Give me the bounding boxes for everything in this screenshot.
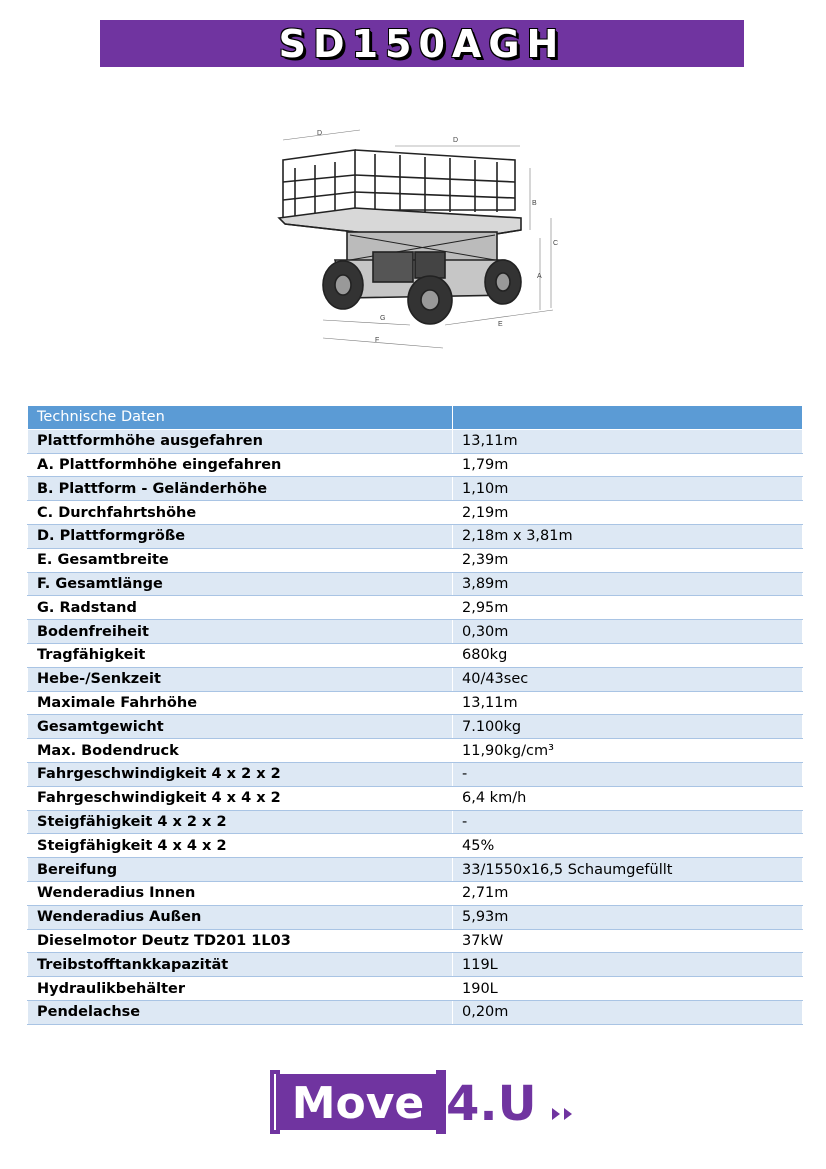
- row-value: 0,30m: [453, 620, 803, 644]
- row-label: Dieselmotor Deutz TD201 1L03: [28, 929, 453, 953]
- row-label: F. Gesamtlänge: [28, 572, 453, 596]
- row-label: Hydraulikbehälter: [28, 977, 453, 1001]
- table-row: [28, 762, 803, 786]
- row-value: 33/1550x16,5 Schaumgefüllt: [453, 858, 803, 882]
- row-value: 6,4 km/h: [453, 786, 803, 810]
- table-row: [28, 1000, 803, 1024]
- table-row: [28, 477, 803, 501]
- dim-label-a: A: [537, 273, 542, 280]
- row-value: -: [453, 810, 803, 834]
- row-label: D. Plattformgröße: [28, 524, 453, 548]
- row-value: 40/43sec: [453, 667, 803, 691]
- table-row: [28, 858, 803, 882]
- row-value: 2,18m x 3,81m: [453, 524, 803, 548]
- table-row: [28, 667, 803, 691]
- row-label: A. Plattformhöhe eingefahren: [28, 453, 453, 477]
- row-label: Tragfähigkeit: [28, 643, 453, 667]
- row-value: 3,89m: [453, 572, 803, 596]
- table-row: [28, 643, 803, 667]
- logo-word-move: Move: [291, 1078, 425, 1129]
- row-value: 1,79m: [453, 453, 803, 477]
- row-value: 2,19m: [453, 501, 803, 525]
- table-row: [28, 596, 803, 620]
- row-label: Treibstofftankkapazität: [28, 953, 453, 977]
- row-label: Bodenfreiheit: [28, 620, 453, 644]
- row-label: Plattformhöhe ausgefahren: [28, 429, 453, 453]
- row-label: Steigfähigkeit 4 x 2 x 2: [28, 810, 453, 834]
- table-header-value: [453, 406, 803, 430]
- dim-label-c: C: [553, 240, 559, 247]
- row-label: Maximale Fahrhöhe: [28, 691, 453, 715]
- row-label: C. Durchfahrtshöhe: [28, 501, 453, 525]
- row-value: 0,20m: [453, 1000, 803, 1024]
- table-row: [28, 691, 803, 715]
- row-label: Pendelachse: [28, 1000, 453, 1024]
- row-value: 2,71m: [453, 881, 803, 905]
- row-label: Wenderadius Außen: [28, 905, 453, 929]
- row-value: 5,93m: [453, 905, 803, 929]
- row-label: Fahrgeschwindigkeit 4 x 4 x 2: [28, 786, 453, 810]
- row-label: Fahrgeschwindigkeit 4 x 2 x 2: [28, 762, 453, 786]
- table-row: [28, 620, 803, 644]
- row-value: 13,11m: [453, 691, 803, 715]
- row-value: -: [453, 762, 803, 786]
- row-value: 13,11m: [453, 429, 803, 453]
- table-header-label: Technische Daten: [28, 406, 453, 430]
- table-row: [28, 929, 803, 953]
- table-row: [28, 881, 803, 905]
- table-row: [28, 572, 803, 596]
- dim-label-d2: D: [453, 137, 459, 144]
- table-row: [28, 786, 803, 810]
- dim-label-b: B: [532, 200, 537, 207]
- dim-label-f: F: [375, 337, 380, 344]
- row-value: 2,39m: [453, 548, 803, 572]
- table-row: [28, 739, 803, 763]
- table-row: [28, 548, 803, 572]
- row-value: 37kW: [453, 929, 803, 953]
- scissor-lift-drawing: [265, 120, 565, 355]
- table-row: [28, 524, 803, 548]
- table-row: [28, 429, 803, 453]
- row-label: Max. Bodendruck: [28, 739, 453, 763]
- table-row: [28, 834, 803, 858]
- row-value: 2,95m: [453, 596, 803, 620]
- row-label: Steigfähigkeit 4 x 4 x 2: [28, 834, 453, 858]
- page-title: SD150AGH: [278, 21, 566, 66]
- row-label: E. Gesamtbreite: [28, 548, 453, 572]
- logo-arrows-icon: [552, 1108, 572, 1120]
- table-row: [28, 715, 803, 739]
- row-value: 7.100kg: [453, 715, 803, 739]
- row-value: 119L: [453, 953, 803, 977]
- logo-word-4u: 4.U: [446, 1076, 537, 1132]
- row-value: 190L: [453, 977, 803, 1001]
- row-label: Hebe-/Senkzeit: [28, 667, 453, 691]
- table-row: [28, 905, 803, 929]
- row-label: Gesamtgewicht: [28, 715, 453, 739]
- table-row: [28, 453, 803, 477]
- dim-label-g: G: [380, 315, 386, 322]
- table-row: [28, 953, 803, 977]
- tech-data-table: [27, 405, 803, 1025]
- table-row: [28, 501, 803, 525]
- table-header: [28, 406, 803, 430]
- dim-label-e: E: [498, 321, 503, 328]
- title-bar: [100, 20, 744, 67]
- row-label: G. Radstand: [28, 596, 453, 620]
- row-label: B. Plattform - Geländerhöhe: [28, 477, 453, 501]
- dim-label-d1: D: [317, 130, 323, 137]
- table-row: [28, 810, 803, 834]
- row-value: 1,10m: [453, 477, 803, 501]
- move4u-logo: [268, 1066, 588, 1138]
- table-row: [28, 977, 803, 1001]
- row-label: Wenderadius Innen: [28, 881, 453, 905]
- row-value: 45%: [453, 834, 803, 858]
- row-label: Bereifung: [28, 858, 453, 882]
- row-value: 11,90kg/cm³: [453, 739, 803, 763]
- row-value: 680kg: [453, 643, 803, 667]
